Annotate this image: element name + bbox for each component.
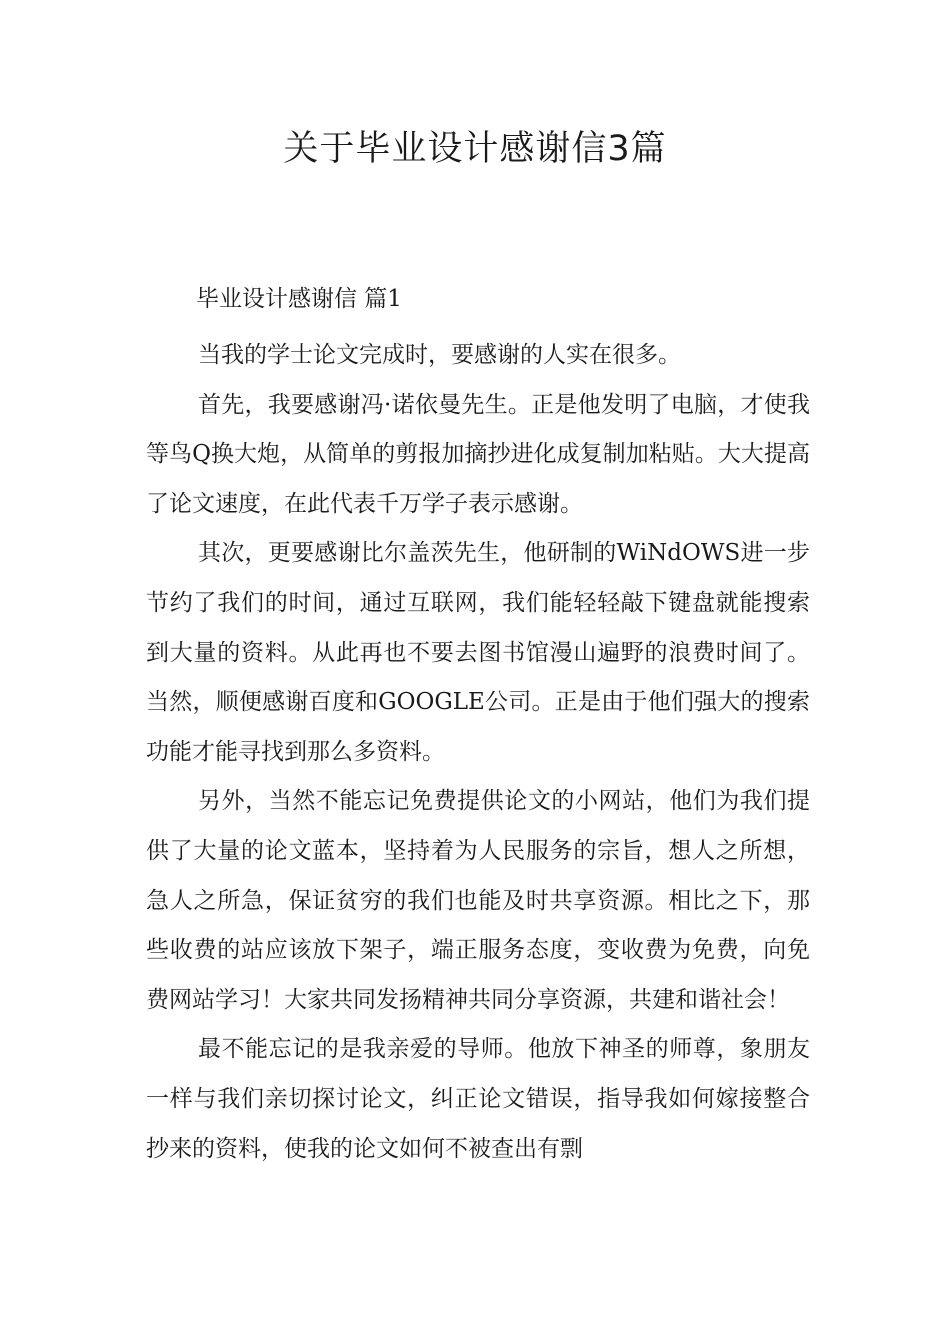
document-body <box>146 282 810 1174</box>
paragraph-1: 当我的学士论文完成时，要感谢的人实在很多。 <box>198 342 681 368</box>
document-title: 关于毕业设计感谢信3篇 <box>283 129 667 169</box>
paragraph-2: 首先，我要感谢冯·诺依曼先生。正是他发明了电脑，才使我等鸟Q换大炮，从简单的剪报加摘抄进化成复制加粘贴。大大提高了论文速度，在此代表千万学子表示感谢。 <box>146 391 810 517</box>
section-heading: 毕业设计感谢信 篇1 <box>196 286 402 312</box>
paragraph-5: 最不能忘记的是我亲爱的导师。他放下神圣的师尊，象朋友一样与我们亲切探讨论文，纠正论文错误，指导我如何嫁接整合抄来的资料，使我的论文如何不被查出有剽 <box>146 1036 810 1162</box>
paragraph-4: 另外，当然不能忘记免费提供论文的小网站，他们为我们提供了大量的论文蓝本，坚持着为人民服务的宗旨，想人之所想，急人之所急，保证贫穷的我们也能及时共享资源。相比之下，那些收费的站应该放下架子，端正服务态度，变收费为免费，向免费网站学习！大家共同发扬精神共同分享资源，共建和谐社会！ <box>146 788 810 1013</box>
paragraph-3: 其次，更要感谢比尔盖茨先生，他研制的WiNdOWS进一步节约了我们的时间，通过互联网，我们能轻轻敲下键盘就能搜索到大量的资料。从此再也不要去图书馆漫山遍野的浪费时间了。当然，顺便感谢百度和GOOGLE公司。正是由于他们强大的搜索功能才能寻找到那么多资料。 <box>146 540 810 765</box>
